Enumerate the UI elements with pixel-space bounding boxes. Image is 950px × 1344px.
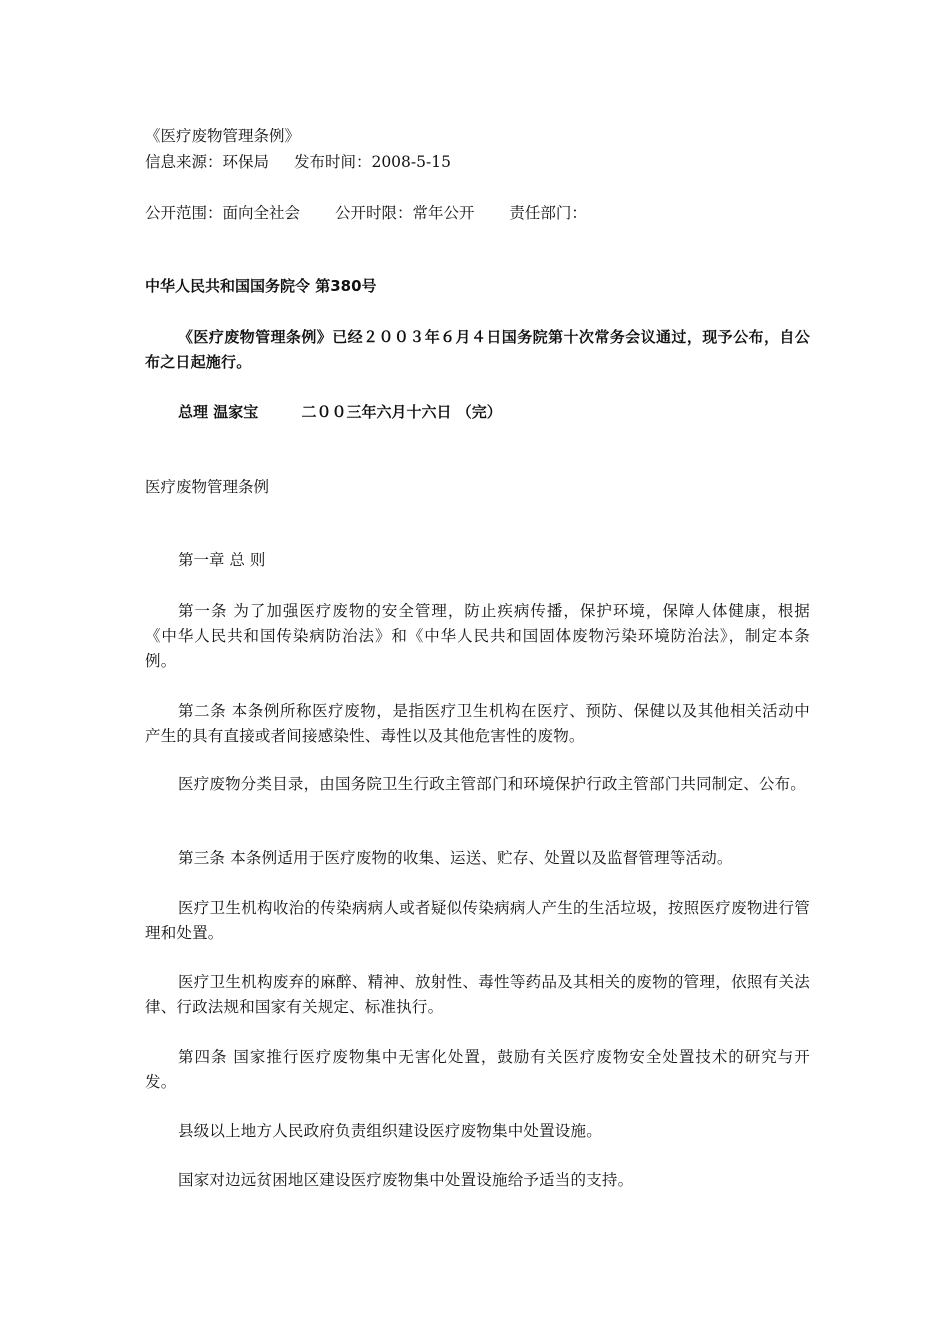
article-paragraph: 国家对边远贫困地区建设医疗废物集中处置设施给予适当的支持。 <box>178 1171 634 1189</box>
article-paragraph: 第一条 为了加强医疗废物的安全管理，防止疾病传播，保护环境，保障人体健康，根据《中华人民共和国传染病防治法》和《中华人民共和国固体废物污染环境防治法》，制定本条例。 <box>145 602 810 670</box>
article-paragraph: 县级以上地方人民政府负责组织建设医疗废物集中处置设施。 <box>178 1122 602 1140</box>
info-line <box>145 150 810 175</box>
article-paragraph: 医疗卫生机构废弃的麻醉、精神、放射性、毒性等药品及其相关的废物的管理，依照有关法律、行政法规和国家有关规定、标准执行。 <box>145 973 810 1016</box>
disclosure-period: 公开时限：常年公开 <box>334 204 475 222</box>
document-title: 《医疗废物管理条例》 <box>145 127 301 145</box>
regulation-title: 医疗废物管理条例 <box>145 478 270 496</box>
premier-signature: 总理 温家宝 <box>178 403 259 421</box>
decree-signature-line <box>145 400 843 425</box>
decree-number: 中华人民共和国国务院令 第380号 <box>145 277 377 295</box>
article-paragraph: 医疗废物分类目录，由国务院卫生行政主管部门和环境保护行政主管部门共同制定、公布。 <box>178 775 807 793</box>
article-paragraph: 第二条 本条例所称医疗废物，是指医疗卫生机构在医疗、预防、保健以及其他相关活动中产生的具有直接或者间接感染性、毒性以及其他危害性的废物。 <box>145 702 810 745</box>
decree-announcement: 《医疗废物管理条例》已经２００３年６月４日国务院第十次常务会议通过，现予公布，自公布之日起施行。 <box>145 328 810 371</box>
article-paragraph: 医疗卫生机构收治的传染病病人或者疑似传染病病人产生的生活垃圾，按照医疗废物进行管理和处置。 <box>145 899 810 942</box>
chapter-heading: 第一章 总 则 <box>178 551 266 569</box>
disclosure-scope: 公开范围：面向全社会 <box>145 204 301 222</box>
info-source: 信息来源：环保局 <box>145 153 270 171</box>
decree-date: 二００三年六月十六日 （完） <box>301 403 502 421</box>
article-paragraph: 第四条 国家推行医疗废物集中无害化处置，鼓励有关医疗废物安全处置技术的研究与开发。 <box>145 1048 810 1091</box>
responsible-department: 责任部门： <box>509 204 587 222</box>
article-paragraph: 第三条 本条例适用于医疗废物的收集、运送、贮存、处置以及监督管理等活动。 <box>178 849 733 867</box>
publish-time: 发布时间：2008-5-15 <box>293 153 451 171</box>
disclosure-line <box>145 201 810 226</box>
